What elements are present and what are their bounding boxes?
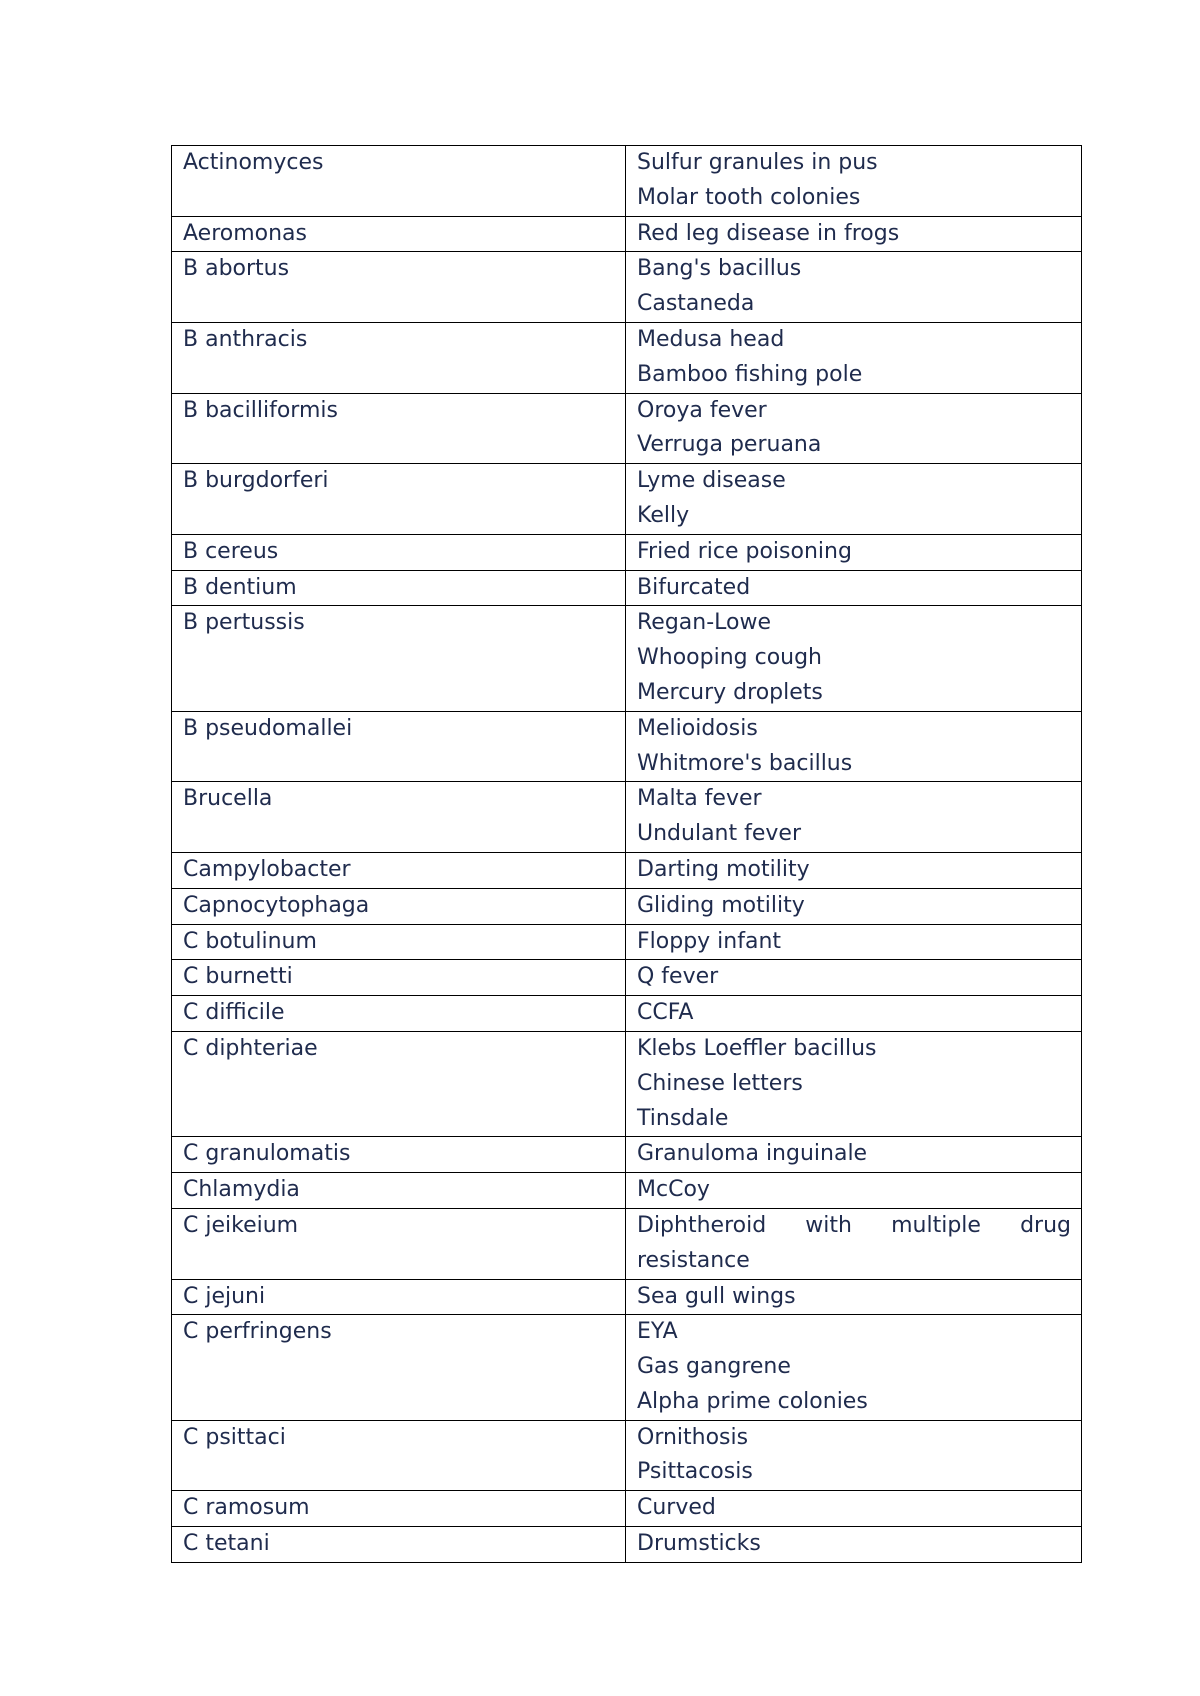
table-row [172,888,1082,924]
features-cell [626,1031,1082,1136]
feature-line: Malta fever [637,786,762,812]
table-row [172,1279,1082,1315]
table-row [172,146,1082,217]
features-cell [626,960,1082,996]
features-cell [626,711,1082,782]
feature-line: Molar tooth colonies [637,184,861,210]
table-row [172,960,1082,996]
organism-cell: B pertussis [172,606,626,711]
features-cell [626,606,1082,711]
organism-cell: C perfringens [172,1315,626,1420]
organism-cell: C diphteriae [172,1031,626,1136]
organism-cell: C psittaci [172,1420,626,1491]
feature-line: Klebs Loeffler bacillus [637,1035,877,1061]
feature-line: Gliding motility [637,892,805,918]
feature-line: Regan-Lowe [637,610,772,636]
feature-line: Granuloma inguinale [637,1141,868,1167]
features-cell [626,1279,1082,1315]
feature-line: Diphtheroid with multiple drug [637,1212,1071,1238]
table-row [172,996,1082,1032]
table-row [172,852,1082,888]
organism-cell: C difficile [172,996,626,1032]
features-cell [626,252,1082,323]
table-row [172,1315,1082,1420]
feature-line: Undulant fever [637,821,801,847]
feature-line: Fried rice poisoning [637,538,852,564]
organism-cell: Chlamydia [172,1173,626,1209]
organism-cell: B abortus [172,252,626,323]
organism-cell: C jeikeium [172,1208,626,1279]
organism-cell: C ramosum [172,1491,626,1527]
organism-cell: B burgdorferi [172,464,626,535]
feature-line: CCFA [637,1000,694,1026]
organism-cell: B dentium [172,570,626,606]
feature-line: Whitmore's bacillus [637,750,853,776]
features-cell [626,534,1082,570]
features-cell [626,996,1082,1032]
feature-line: Alpha prime colonies [637,1388,868,1414]
feature-line: Darting motility [637,856,810,882]
feature-line: Kelly [637,502,690,528]
organism-cell: C tetani [172,1527,626,1563]
table-row [172,606,1082,711]
organism-cell: B pseudomallei [172,711,626,782]
feature-line: Bifurcated [637,574,751,600]
features-cell [626,393,1082,464]
feature-line: Sea gull wings [637,1283,796,1309]
features-cell [626,1208,1082,1279]
feature-line: Whooping cough [637,645,823,671]
table-row [172,1173,1082,1209]
organism-cell: Brucella [172,782,626,853]
feature-line: McCoy [637,1177,710,1203]
table-row [172,216,1082,252]
organism-cell: B bacilliformis [172,393,626,464]
feature-line: Castaneda [637,291,755,317]
table-row [172,570,1082,606]
feature-line: Mercury droplets [637,679,823,705]
feature-line: Floppy infant [637,928,782,954]
table-row [172,1420,1082,1491]
organism-cell: Actinomyces [172,146,626,217]
table-row [172,393,1082,464]
organism-cell: B anthracis [172,322,626,393]
feature-line: Melioidosis [637,715,758,741]
organism-cell: Campylobacter [172,852,626,888]
feature-line: Lyme disease [637,468,786,494]
organism-cell: Capnocytophaga [172,888,626,924]
organism-cell: C botulinum [172,924,626,960]
features-cell [626,216,1082,252]
feature-line: Oroya fever [637,397,767,423]
features-cell [626,570,1082,606]
features-cell [626,1491,1082,1527]
organism-cell: B cereus [172,534,626,570]
feature-line: Verruga peruana [637,432,822,458]
feature-line: resistance [637,1247,750,1273]
table-row [172,1527,1082,1563]
features-cell [626,464,1082,535]
organism-cell: C jejuni [172,1279,626,1315]
table-row [172,322,1082,393]
features-cell [626,1315,1082,1420]
feature-line: Curved [637,1495,716,1521]
table-row [172,1137,1082,1173]
table-row [172,1491,1082,1527]
feature-line: Drumsticks [637,1531,761,1557]
features-cell [626,852,1082,888]
feature-line: Gas gangrene [637,1354,791,1380]
table-row [172,782,1082,853]
table-row [172,1208,1082,1279]
feature-line: Psittacosis [637,1459,753,1485]
table-row [172,711,1082,782]
table-body [172,146,1082,1563]
organism-cell: C burnetti [172,960,626,996]
features-cell [626,924,1082,960]
table-row [172,924,1082,960]
features-cell [626,322,1082,393]
table-row [172,464,1082,535]
organism-cell: Aeromonas [172,216,626,252]
features-cell [626,1527,1082,1563]
feature-line: Bamboo fishing pole [637,361,863,387]
features-cell [626,1420,1082,1491]
feature-line: Q fever [637,964,719,990]
table-row [172,252,1082,323]
feature-line: Bang's bacillus [637,256,802,282]
features-cell [626,1173,1082,1209]
features-cell [626,146,1082,217]
feature-line: Tinsdale [637,1105,729,1131]
features-cell [626,1137,1082,1173]
organism-cell: C granulomatis [172,1137,626,1173]
features-cell [626,888,1082,924]
feature-line: Sulfur granules in pus [637,150,878,175]
feature-line: Red leg disease in frogs [637,220,900,246]
table-row [172,1031,1082,1136]
feature-line: EYA [637,1319,678,1345]
feature-line: Chinese letters [637,1070,803,1096]
features-cell [626,782,1082,853]
table-row [172,534,1082,570]
feature-line: Medusa head [637,326,785,352]
feature-line: Ornithosis [637,1424,749,1450]
organism-feature-table [171,145,1082,1563]
